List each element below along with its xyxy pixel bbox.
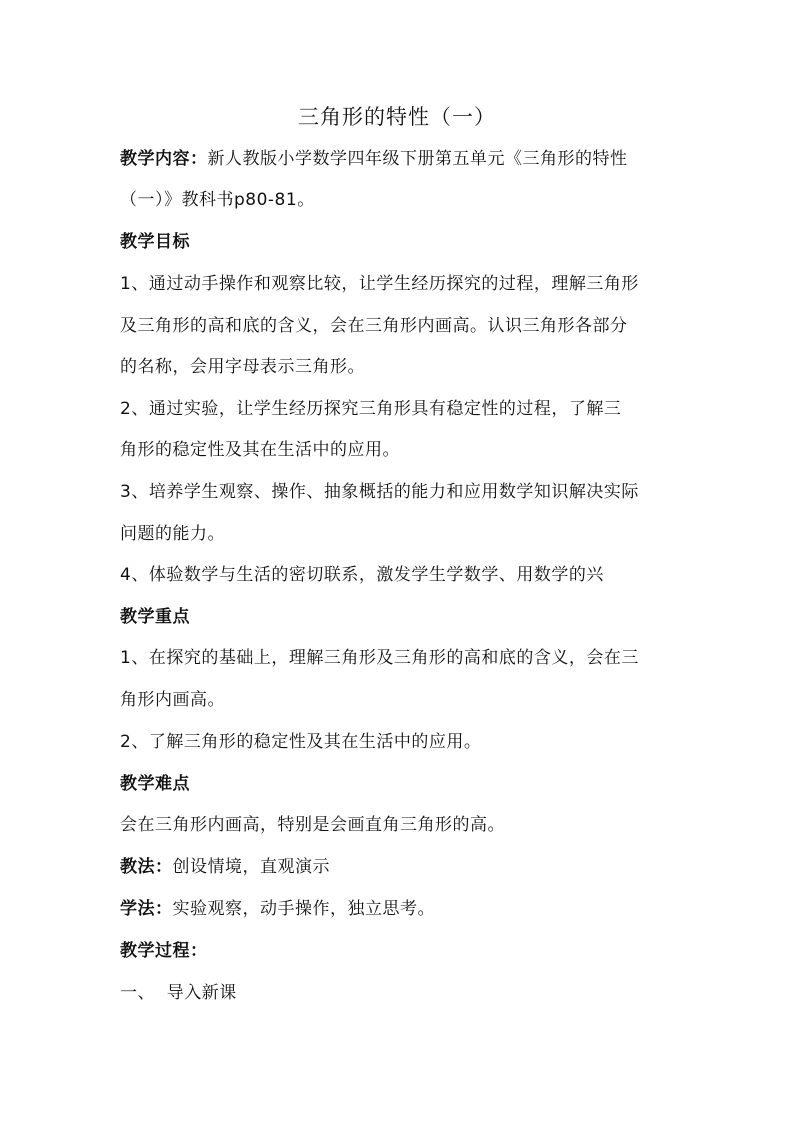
objective-3-line-2: 问题的能力。 <box>120 524 225 544</box>
content-line-2: （一）》教科书p80-81。 <box>120 190 315 210</box>
objective-2-line-1: 2、通过实验，让学生经历探究三角形具有稳定性的过程，了解三 <box>120 399 622 419</box>
teaching-method-text: 创设情境，直观演示 <box>172 857 330 877</box>
difficulty-line-1: 会在三角形内画高，特别是会画直角三角形的高。 <box>120 815 505 835</box>
objective-1-line-1: 1、通过动手操作和观察比较，让学生经历探究的过程，理解三角形 <box>120 274 639 294</box>
objective-3-line-1: 3、培养学生观察、操作、抽象概括的能力和应用数学知识解决实际 <box>120 482 639 502</box>
key-point-2-line-1: 2、了解三角形的稳定性及其在生活中的应用。 <box>120 732 482 752</box>
content-label: 教学内容： <box>120 149 208 169</box>
content-text-1: 新人教版小学数学四年级下册第五单元《三角形的特性 <box>207 149 628 169</box>
objective-1-line-3: 的名称，会用字母表示三角形。 <box>120 357 365 377</box>
content-line-1 <box>120 146 628 172</box>
learning-method-text: 实验观察，动手操作，独立思考。 <box>172 899 435 919</box>
teaching-method-line <box>120 854 330 880</box>
key-point-1-line-1: 1、在探究的基础上，理解三角形及三角形的高和底的含义，会在三 <box>120 648 639 668</box>
learning-method-line <box>120 896 435 922</box>
learning-method-label: 学法： <box>120 899 173 919</box>
teaching-method-label: 教法： <box>120 857 173 877</box>
objective-1-line-2: 及三角形的高和底的含义，会在三角形内画高。认识三角形各部分 <box>120 316 628 336</box>
key-points-heading: 教学重点 <box>120 607 190 627</box>
difficulties-heading: 教学难点 <box>120 774 190 794</box>
objectives-heading: 教学目标 <box>120 232 190 252</box>
objective-4-line-1: 4、体验数学与生活的密切联系，激发学生学数学、用数学的兴 <box>120 565 604 585</box>
key-point-1-line-2: 角形内画高。 <box>120 690 225 710</box>
process-heading: 教学过程： <box>120 941 208 961</box>
page-title: 三角形的特性（一） <box>298 105 496 129</box>
process-step-1: 一、 导入新课 <box>120 983 237 1003</box>
objective-2-line-2: 角形的稳定性及其在生活中的应用。 <box>120 440 400 460</box>
